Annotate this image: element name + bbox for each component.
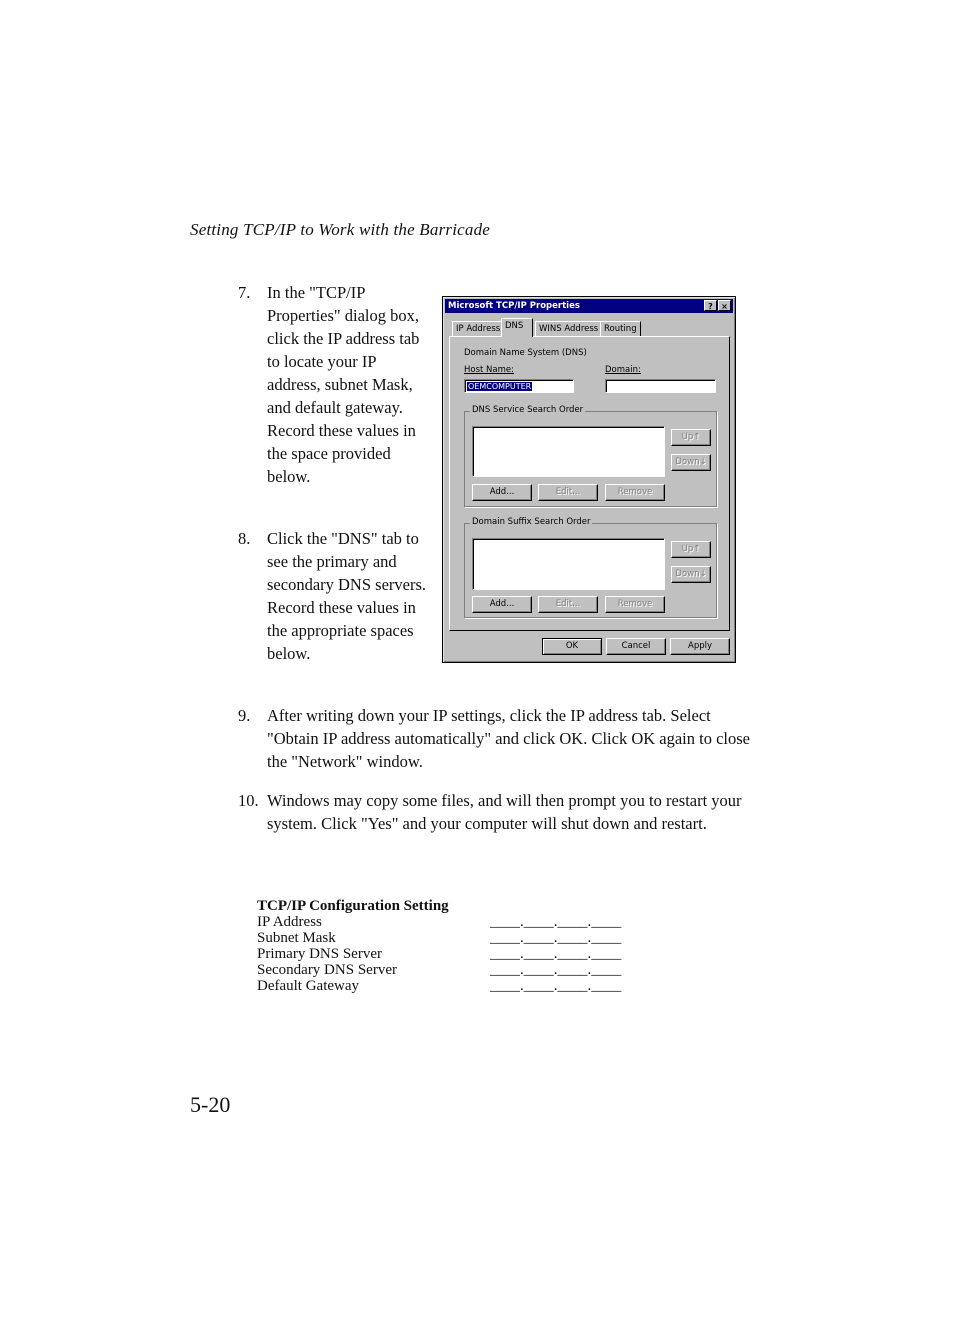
dns-edit-button[interactable]: Edit... bbox=[538, 484, 598, 501]
step-text: Windows may copy some files, and will then prompt you to restart your system. Click "Yes" and your computer will shut down and restart. bbox=[267, 791, 742, 833]
config-row bbox=[257, 914, 637, 930]
domain-suffix-group-title: Domain Suffix Search Order bbox=[472, 517, 591, 527]
dns-add-button[interactable]: Add... bbox=[472, 484, 532, 501]
step-number: 9. bbox=[238, 706, 251, 725]
config-label: Primary DNS Server bbox=[257, 946, 382, 962]
dns-server-group bbox=[464, 405, 717, 507]
tab-dns[interactable]: DNS bbox=[501, 318, 533, 337]
config-heading: TCP/IP Configuration Setting bbox=[257, 898, 449, 914]
config-row bbox=[257, 978, 637, 994]
suffix-edit-button[interactable]: Edit... bbox=[538, 596, 598, 613]
step-number: 7. bbox=[238, 283, 251, 302]
dns-server-group-title: DNS Service Search Order bbox=[472, 405, 584, 415]
help-icon[interactable]: ? bbox=[704, 300, 717, 311]
dns-down-button[interactable]: Down↓ bbox=[671, 454, 711, 471]
config-label: Secondary DNS Server bbox=[257, 962, 397, 978]
config-blank: ____.____.____.____ bbox=[490, 978, 622, 994]
config-label: Default Gateway bbox=[257, 978, 360, 994]
config-row bbox=[257, 930, 637, 946]
domain-suffix-list[interactable] bbox=[472, 538, 665, 590]
tab-wins-address[interactable]: WINS Address bbox=[535, 321, 602, 336]
step-text: After writing down your IP settings, click the IP address tab. Select "Obtain IP address automatically" and click OK. Click OK again to close the "Network" window. bbox=[267, 706, 750, 771]
dns-remove-button[interactable]: Remove bbox=[605, 484, 665, 501]
config-row bbox=[257, 946, 637, 962]
domain-suffix-group bbox=[464, 517, 717, 618]
dialog-titlebar bbox=[445, 299, 733, 313]
domain-input[interactable] bbox=[605, 379, 716, 393]
config-blank: ____.____.____.____ bbox=[490, 930, 622, 946]
dns-up-button[interactable]: Up↑ bbox=[671, 429, 711, 446]
dns-tab-panel bbox=[449, 336, 730, 631]
host-name-label: Host Name: bbox=[464, 365, 514, 375]
domain-label: Domain: bbox=[605, 365, 641, 375]
config-table bbox=[257, 898, 637, 994]
host-name-value: OEMCOMPUTER bbox=[468, 382, 532, 391]
config-label: IP Address bbox=[257, 914, 322, 930]
page-number: 5-20 bbox=[190, 1092, 231, 1117]
running-head: Setting TCP/IP to Work with the Barricade bbox=[190, 220, 491, 239]
close-icon[interactable]: × bbox=[718, 300, 731, 311]
config-label: Subnet Mask bbox=[257, 930, 336, 946]
step-number: 10. bbox=[238, 791, 259, 810]
suffix-down-button[interactable]: Down↓ bbox=[671, 566, 711, 583]
dns-server-list[interactable] bbox=[472, 426, 665, 477]
dns-section-label: Domain Name System (DNS) bbox=[464, 348, 587, 358]
tab-ip-address[interactable]: IP Address bbox=[452, 321, 504, 336]
config-blank: ____.____.____.____ bbox=[490, 946, 622, 962]
step-number: 8. bbox=[238, 529, 251, 548]
cancel-button[interactable]: Cancel bbox=[606, 638, 666, 655]
suffix-add-button[interactable]: Add... bbox=[472, 596, 532, 613]
suffix-remove-button[interactable]: Remove bbox=[605, 596, 665, 613]
config-blank: ____.____.____.____ bbox=[490, 914, 622, 930]
ok-button[interactable]: OK bbox=[542, 638, 602, 655]
config-row bbox=[257, 962, 637, 978]
config-blank: ____.____.____.____ bbox=[490, 962, 622, 978]
tab-routing[interactable]: Routing bbox=[600, 321, 641, 336]
suffix-up-button[interactable]: Up↑ bbox=[671, 541, 711, 558]
dialog-title: Microsoft TCP/IP Properties bbox=[448, 301, 580, 311]
host-name-input[interactable] bbox=[464, 379, 574, 393]
tcpip-properties-dialog bbox=[442, 296, 736, 663]
step-text: Click the "DNS" tab to see the primary and secondary DNS servers. Record these values in the appropriate spaces below. bbox=[267, 529, 426, 663]
apply-button[interactable]: Apply bbox=[670, 638, 730, 655]
step-text: In the "TCP/IP Properties" dialog box, click the IP address tab to locate your IP address, subnet Mask, and default gateway. Record these values in the space provided below. bbox=[267, 283, 420, 486]
